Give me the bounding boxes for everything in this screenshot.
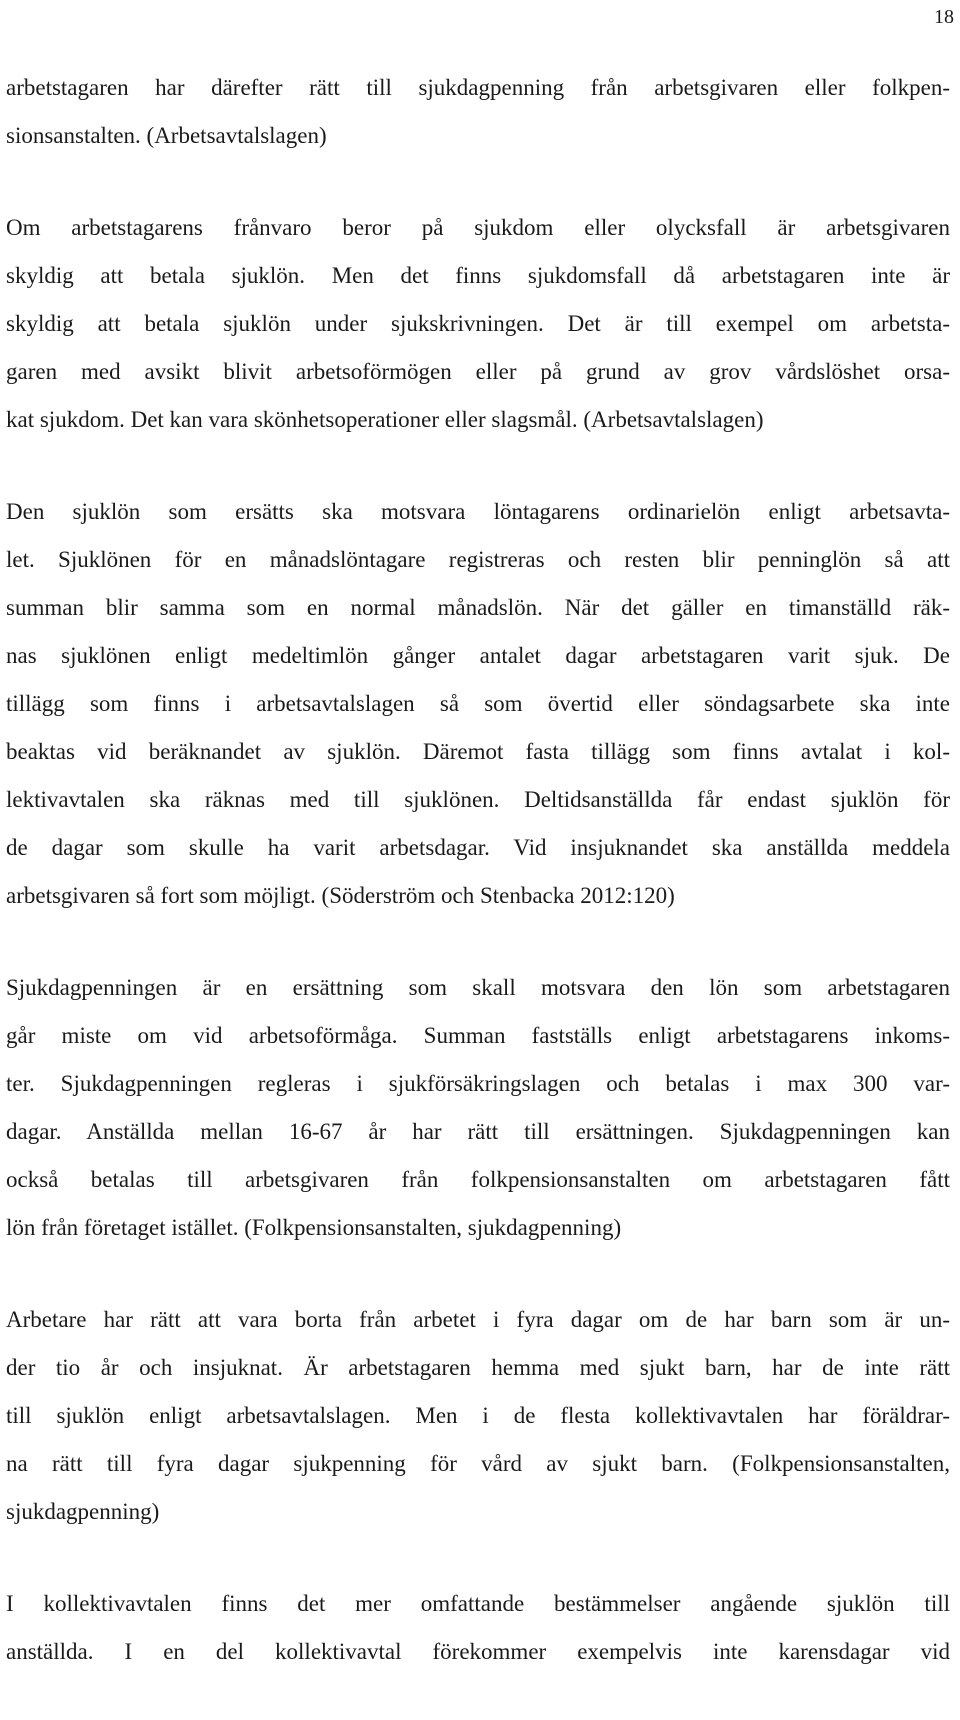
text-line: sjukdagpenning) [6,1499,160,1524]
document-body [6,64,950,1720]
text-line: Om arbetstagarens frånvaro beror på sjukdom eller olycksfall är arbetsgivaren [6,215,950,240]
text-line: let. Sjuklönen för en månadslöntagare registreras och resten blir penninglön så att [6,547,950,572]
text-line: sionsanstalten. (Arbetsavtalslagen) [6,123,327,148]
text-line: Arbetare har rätt att vara borta från arbetet i fyra dagar om de har barn som är un- [6,1307,950,1332]
text-line: skyldig att betala sjuklön under sjukskrivningen. Det är till exempel om arbetsta- [6,311,950,336]
paragraph-2 [6,204,950,444]
text-line: Den sjuklön som ersätts ska motsvara löntagarens ordinarielön enligt arbetsavta- [6,499,950,524]
paragraph-3 [6,488,950,920]
text-line: anställda. I en del kollektivavtal förekommer exempelvis inte karensdagar vid [6,1639,950,1664]
text-line: arbetstagaren har därefter rätt till sjukdagpenning från arbetsgivaren eller folkpen- [6,75,950,100]
text-line: till sjuklön enligt arbetsavtalslagen. Men i de flesta kollektivavtalen har föräldrar- [6,1403,950,1428]
text-line: Sjukdagpenningen är en ersättning som skall motsvara den lön som arbetstagaren [6,975,950,1000]
text-line: också betalas till arbetsgivaren från folkpensionsanstalten om arbetstagaren fått [6,1167,950,1192]
text-line: dagar. Anställda mellan 16-67 år har rätt till ersättningen. Sjukdagpenningen kan [6,1119,950,1144]
text-line: I kollektivavtalen finns det mer omfattande bestämmelser angående sjuklön till [6,1591,950,1616]
paragraph-4 [6,964,950,1252]
text-line: beaktas vid beräknandet av sjuklön. Däremot fasta tillägg som finns avtalat i kol- [6,739,950,764]
text-line: summan blir samma som en normal månadslön. När det gäller en timanställd räk- [6,595,950,620]
text-line: går miste om vid arbetsoförmåga. Summan fastställs enligt arbetstagarens inkoms- [6,1023,950,1048]
text-line: kat sjukdom. Det kan vara skönhetsoperationer eller slagsmål. (Arbetsavtalslagen) [6,407,764,432]
text-line: lön från företaget istället. (Folkpensionsanstalten, sjukdagpenning) [6,1215,622,1240]
text-line: der tio år och insjuknat. Är arbetstagaren hemma med sjukt barn, har de inte rätt [6,1355,950,1380]
text-line: nas sjuklönen enligt medeltimlön gånger antalet dagar arbetstagaren varit sjuk. De [6,643,950,668]
paragraph-6 [6,1580,950,1676]
text-line: garen med avsikt blivit arbetsoförmögen eller på grund av grov vårdslöshet orsa- [6,359,950,384]
text-line: na rätt till fyra dagar sjukpenning för vård av sjukt barn. (Folkpensionsanstalten, [6,1451,950,1476]
paragraph-5 [6,1296,950,1536]
text-line: de dagar som skulle ha varit arbetsdagar. Vid insjuknandet ska anställda meddela [6,835,950,860]
text-line: arbetsgivaren så fort som möjligt. (Söderström och Stenbacka 2012:120) [6,883,675,908]
page-number: 18 [934,6,954,28]
text-line: ter. Sjukdagpenningen regleras i sjukförsäkringslagen och betalas i max 300 var- [6,1071,950,1096]
text-line: lektivavtalen ska räknas med till sjuklönen. Deltidsanställda får endast sjuklön för [6,787,950,812]
text-line: tillägg som finns i arbetsavtalslagen så som övertid eller söndagsarbete ska inte [6,691,950,716]
paragraph-1 [6,64,950,160]
text-line: skyldig att betala sjuklön. Men det finns sjukdomsfall då arbetstagaren inte är [6,263,950,288]
